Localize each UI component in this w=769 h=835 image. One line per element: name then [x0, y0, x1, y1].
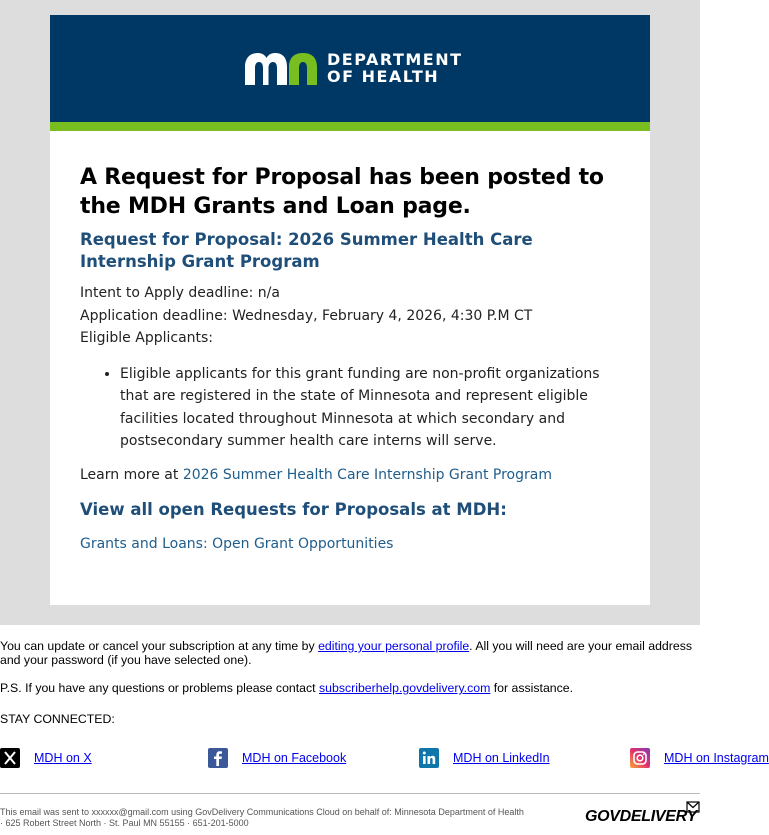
ps-text: P.S. If you have any questions or problems please contact subscriberhelp.govdelivery.com for assistance.: [0, 681, 574, 695]
mdh-logo: [243, 51, 463, 85]
learn-more-link[interactable]: 2026 Summer Health Care Internship Grant Program: [182, 466, 552, 483]
rfp-subtitle: Request for Proposal: 2026 Summer Health Care Internship Grant Program: [80, 230, 533, 271]
footer: [0, 640, 700, 726]
x-icon: [0, 748, 20, 768]
social-links: [0, 748, 769, 770]
social-facebook[interactable]: [208, 748, 346, 768]
learn-more-line: Learn more at 2026 Summer Health Care Internship Grant Program: [80, 466, 552, 483]
social-x[interactable]: [0, 748, 92, 768]
facebook-icon: [208, 748, 228, 768]
update-text: You can update or cancel your subscription at any time by editing your personal profile. All you will need are your email address and your password (if you have selected one).: [0, 639, 692, 667]
govdelivery-logo[interactable]: GOVDELIVERY: [585, 808, 697, 825]
instagram-icon: [630, 748, 650, 768]
social-instagram[interactable]: [630, 748, 769, 768]
eligible-label: Eligible Applicants:: [80, 330, 214, 346]
page-title: A Request for Proposal has been posted to the MDH Grants and Loan page.: [80, 165, 604, 219]
social-link-x[interactable]: MDH on X: [34, 751, 92, 765]
linkedin-icon: [419, 748, 439, 768]
subscriber-help-link[interactable]: subscriberhelp.govdelivery.com: [319, 681, 491, 695]
application-deadline: Application deadline: Wednesday, February 4, 2026, 4:30 P.M CT: [80, 307, 533, 324]
intent-deadline: Intent to Apply deadline: n/a: [80, 285, 280, 301]
email-card: [50, 15, 650, 605]
green-accent-bar: [50, 122, 650, 131]
eligibility-list: [80, 363, 625, 453]
header-banner: [50, 15, 650, 122]
edit-profile-link[interactable]: editing your personal profile: [318, 639, 470, 653]
grants-link[interactable]: Grants and Loans: Open Grant Opportunities: [80, 535, 394, 552]
social-link-instagram[interactable]: MDH on Instagram: [664, 751, 769, 765]
footer-divider: [0, 793, 700, 794]
grants-line: [80, 534, 625, 554]
view-all-heading: View all open Requests for Proposals at MDH:: [80, 499, 507, 519]
deadline-info: [80, 282, 625, 350]
stay-connected: STAY CONNECTED:: [0, 711, 115, 726]
social-link-facebook[interactable]: MDH on Facebook: [242, 751, 347, 765]
social-linkedin[interactable]: [419, 748, 550, 768]
logo-text: DEPARTMENT OF HEALTH: [327, 50, 463, 86]
mn-logo-icon: [243, 51, 319, 85]
list-item: • Eligible applicants for this grant funding are non-profit organizations that are registered in the state of Minnesota and represent eligible facilities located throughout Minnesota at which secondary and postsecondary summer health care interns will serve.: [120, 363, 625, 453]
sent-info: This email was sent to xxxxxx@gmail.com using GovDelivery Communications Cloud on behalf of: Minnesota Department of Health · 625 Robert Street North · St. Paul MN 55155 · 651-201-5000: [0, 807, 524, 828]
email-content: [80, 163, 625, 554]
social-link-linkedin[interactable]: MDH on LinkedIn: [453, 751, 550, 765]
